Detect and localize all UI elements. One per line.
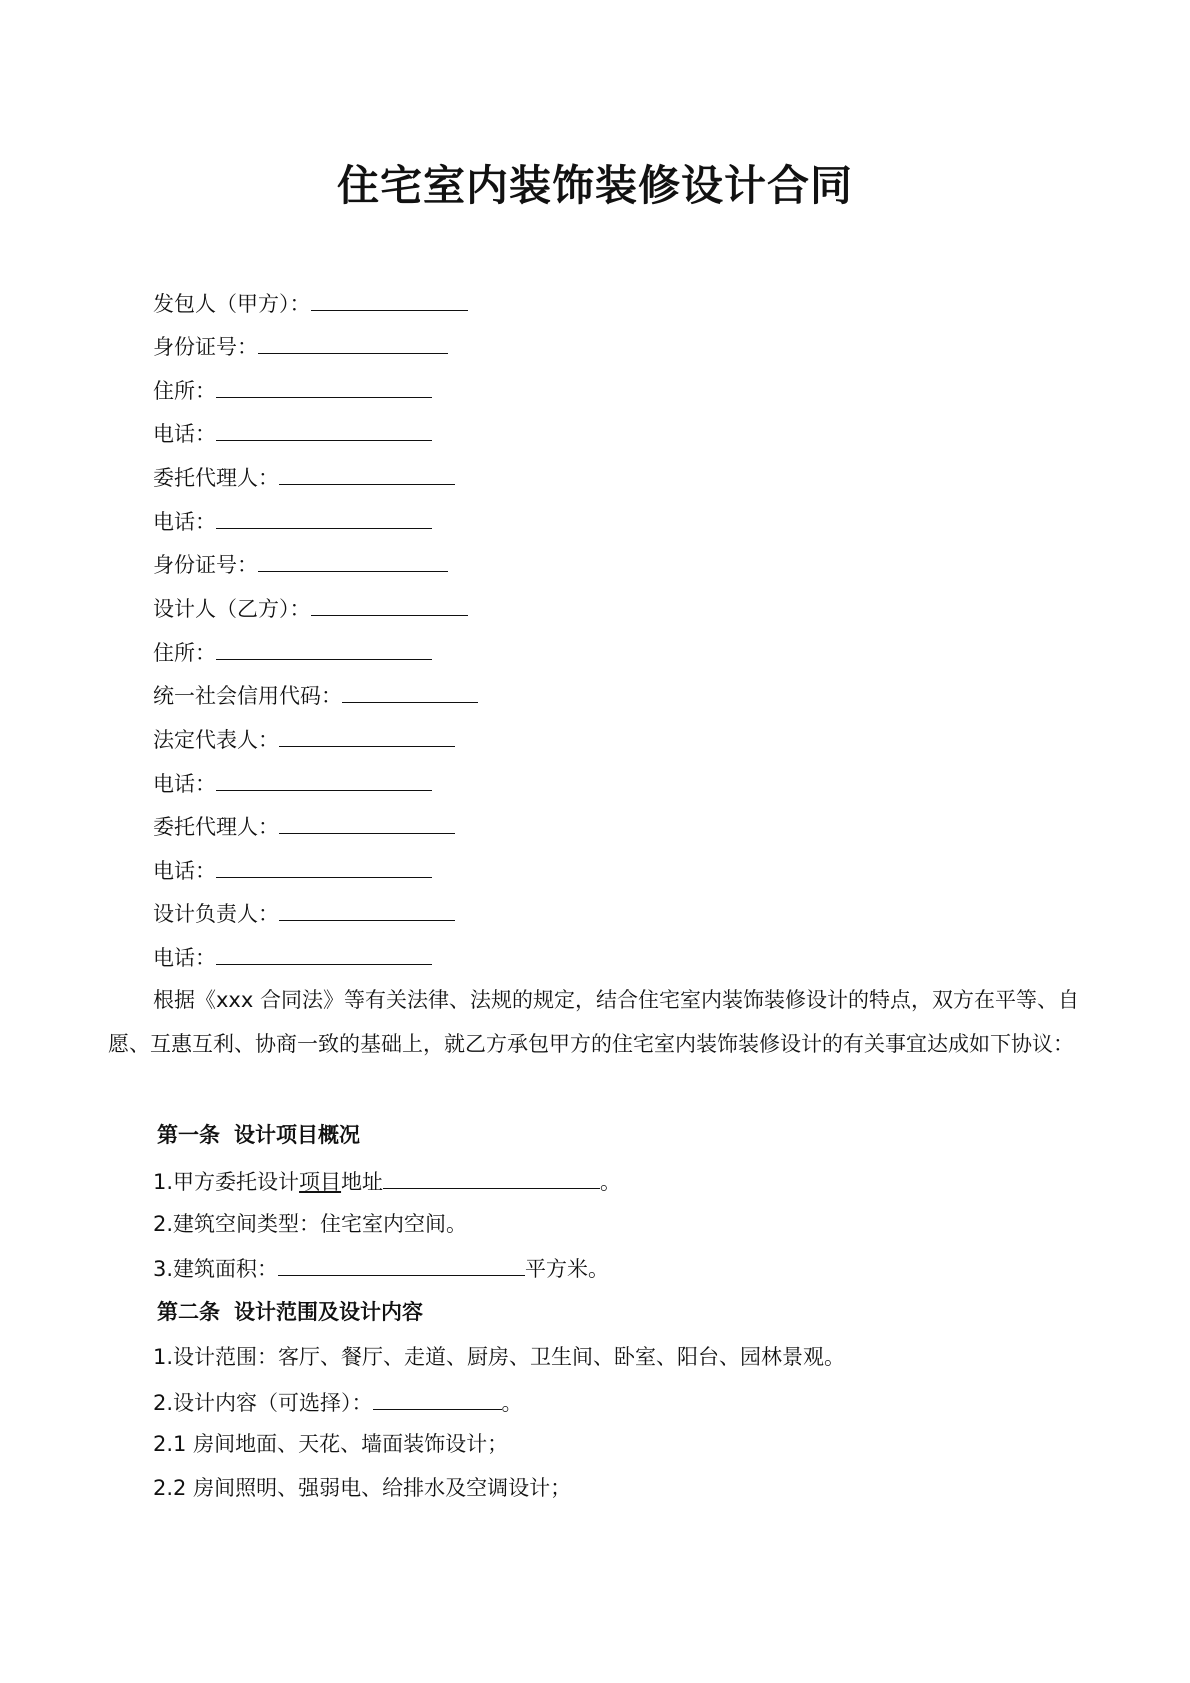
field-label: 设计人（乙方）： [153, 597, 311, 621]
blank-line[interactable] [216, 418, 432, 441]
field-phone [153, 942, 432, 972]
blank-line[interactable] [278, 1253, 525, 1276]
blank-line[interactable] [216, 637, 432, 660]
item-text: 。 [501, 1391, 523, 1415]
field-label: 电话： [153, 772, 216, 796]
field-legal-rep [153, 724, 455, 754]
item-text: 3.建筑面积： [153, 1257, 279, 1281]
article-number: 第一条 [157, 1123, 220, 1147]
field-design-lead [153, 898, 455, 928]
field-address [153, 637, 432, 667]
field-label: 住所： [153, 379, 216, 403]
field-phone [153, 506, 432, 536]
blank-line[interactable] [311, 593, 468, 616]
document-title: 住宅室内装饰装修设计合同 [336, 161, 853, 210]
item-text: 1.设计范围：客厅、餐厅、走道、厨房、卫生间、卧室、阳台、园林景观。 [153, 1345, 846, 1369]
blank-line[interactable] [216, 855, 432, 878]
blank-line[interactable] [383, 1166, 600, 1189]
article-title: 设计范围及设计内容 [234, 1300, 423, 1324]
article-number: 第二条 [157, 1300, 220, 1324]
article-title: 设计项目概况 [234, 1123, 360, 1147]
field-party-a [153, 288, 468, 318]
article-2-item-2-1 [153, 1430, 508, 1458]
blank-line[interactable] [258, 549, 448, 572]
blank-line[interactable] [216, 506, 432, 529]
preamble-text: 根据《xxx 合同法》等有关法律、法规的规定，结合住宅室内装饰装修设计的特点，双方在平等、自愿、互惠互利、协商一致的基础上，就乙方承包甲方的住宅室内装饰装修设计的有关事宜达成如下协议： [108, 988, 1079, 1056]
field-phone [153, 418, 432, 448]
field-label: 身份证号： [153, 553, 258, 577]
field-label: 设计负责人： [153, 902, 279, 926]
blank-line[interactable] [279, 811, 455, 834]
blank-line[interactable] [311, 288, 468, 311]
field-credit-code [153, 680, 478, 710]
blank-line[interactable] [279, 462, 455, 485]
field-label: 委托代理人： [153, 815, 279, 839]
field-label: 电话： [153, 510, 216, 534]
field-label: 住所： [153, 641, 216, 665]
field-phone [153, 855, 432, 885]
field-id-number [153, 331, 448, 361]
item-text: 平方米。 [525, 1257, 610, 1281]
blank-line[interactable] [373, 1387, 502, 1410]
item-text: 1.甲方委托设计 [153, 1170, 300, 1194]
blank-line[interactable] [216, 375, 432, 398]
field-label: 身份证号： [153, 335, 258, 359]
field-phone [153, 768, 432, 798]
field-label: 电话： [153, 946, 216, 970]
article-2-heading [157, 1298, 423, 1326]
blank-line[interactable] [216, 768, 432, 791]
blank-line[interactable] [216, 942, 432, 965]
blank-line[interactable] [279, 898, 455, 921]
article-2-item-1 [153, 1343, 845, 1371]
field-label: 发包人（甲方）： [153, 292, 311, 316]
article-1-item-3 [153, 1253, 609, 1283]
item-text: 2.设计内容（可选择）： [153, 1391, 373, 1415]
blank-line[interactable] [258, 331, 448, 354]
field-label: 委托代理人： [153, 466, 279, 490]
field-label: 统一社会信用代码： [153, 684, 342, 708]
article-2-item-2-2 [153, 1474, 571, 1502]
field-party-b [153, 593, 468, 623]
article-1-heading [157, 1121, 360, 1149]
item-text-underlined: 项目 [299, 1170, 342, 1194]
field-id-number [153, 549, 448, 579]
field-label: 电话： [153, 859, 216, 883]
field-label: 法定代表人： [153, 728, 279, 752]
article-1-item-2 [153, 1210, 467, 1238]
field-address [153, 375, 432, 405]
blank-line[interactable] [342, 680, 478, 703]
blank-line[interactable] [279, 724, 455, 747]
preamble-paragraph [108, 979, 1088, 1066]
article-1-item-1 [153, 1166, 621, 1196]
item-text: 2.2 房间照明、强弱电、给排水及空调设计； [153, 1476, 572, 1500]
item-text: 。 [600, 1170, 622, 1194]
item-text: 2.1 房间地面、天花、墙面装饰设计； [153, 1432, 509, 1456]
field-agent [153, 811, 455, 841]
article-2-item-2 [153, 1387, 523, 1417]
field-label: 电话： [153, 422, 216, 446]
item-text: 2.建筑空间类型：住宅室内空间。 [153, 1212, 468, 1236]
field-agent [153, 462, 455, 492]
item-text: 地址 [341, 1170, 384, 1194]
